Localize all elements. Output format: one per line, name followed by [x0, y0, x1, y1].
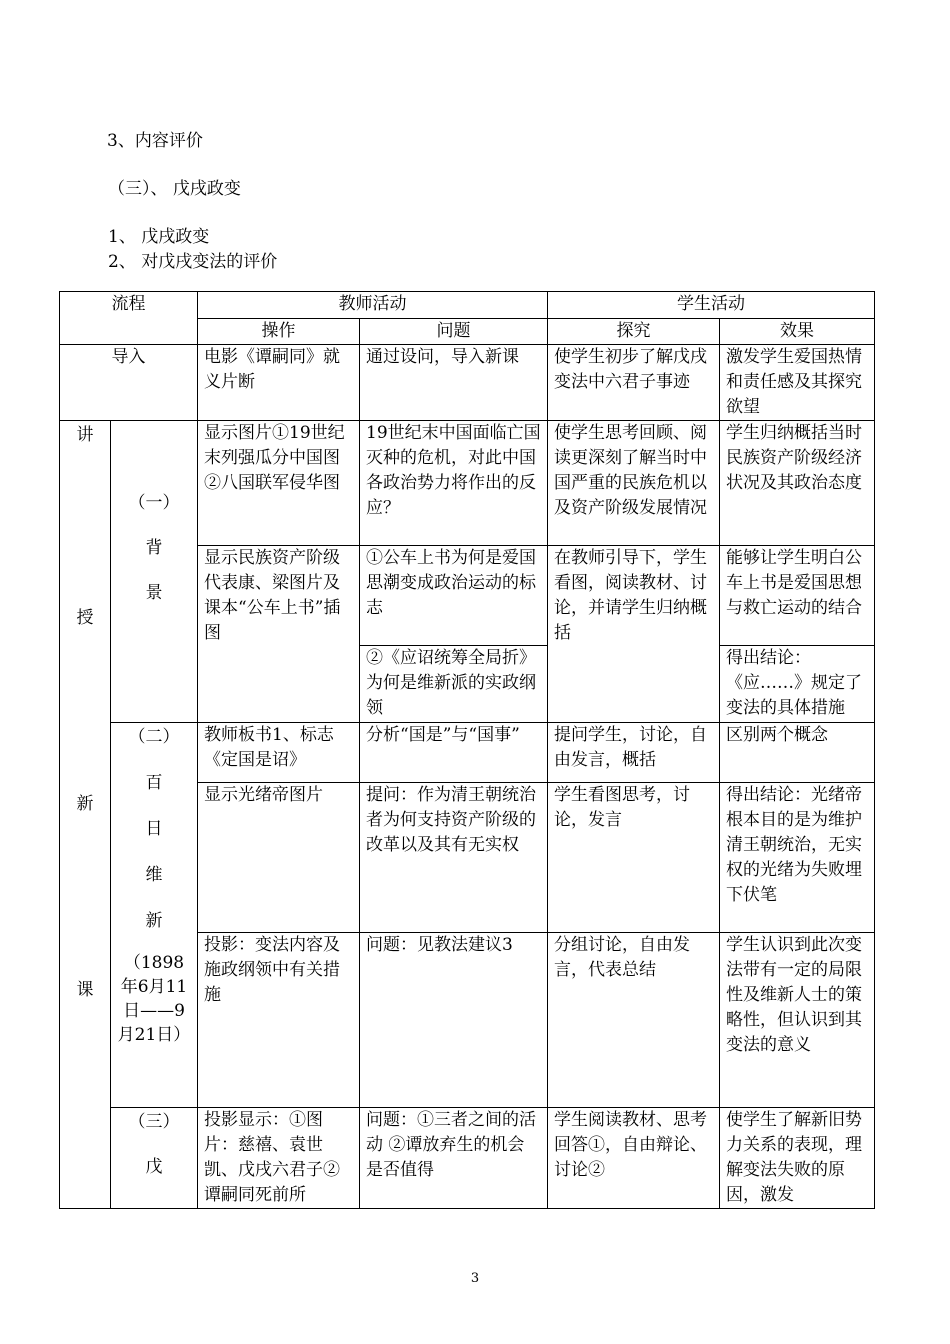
table-cell: 显示光绪帝图片 — [198, 783, 360, 933]
list-item: 1、 戊戌政变 — [108, 227, 210, 247]
table-cell: 显示图片①19世纪末列强瓜分中国图②八国联军侵华图 — [198, 421, 360, 546]
table-cell: 电影《谭嗣同》就义片断 — [198, 345, 360, 421]
label-char: 背 — [145, 538, 163, 558]
table-cell: 学生认识到此次变法带有一定的局限性及维新人士的策略性，但认识到其变法的意义 — [720, 933, 875, 1108]
label-char: 授 — [76, 608, 94, 628]
header-process: 流程 — [60, 292, 198, 345]
label-char: 新 — [76, 794, 94, 814]
header-effect: 效果 — [720, 319, 875, 345]
label-date-range: （1898年6月11日——9月21日） — [117, 953, 191, 1045]
list-item: 2、 对戊戌变法的评价 — [108, 252, 278, 272]
section-background-label — [111, 421, 198, 723]
table-cell: 得出结论：《应……》规定了变法的具体措施 — [720, 646, 875, 723]
table-cell: 19世纪末中国面临亡国灭种的危机，对此中国各政治势力将作出的反应？ — [360, 421, 548, 546]
intro-label: 导入 — [60, 345, 198, 421]
section-hundred-days-label — [111, 723, 198, 1108]
label-char: 戊 — [145, 1157, 163, 1177]
header-explore: 探究 — [548, 319, 720, 345]
header-question: 问题 — [360, 319, 548, 345]
table-cell: ②《应诏统筹全局折》为何是维新派的实政纲领 — [360, 646, 548, 723]
table-cell: 得出结论：光绪帝根本目的是为维护清王朝统治，无实权的光绪为失败埋下伏笔 — [720, 783, 875, 933]
label-char: （一） — [128, 493, 180, 513]
table-cell: 学生归纳概括当时民族资产阶级经济状况及其政治态度 — [720, 421, 875, 546]
table-cell: 投影：变法内容及施政纲领中有关措施 — [198, 933, 360, 1108]
label-char: 新 — [145, 911, 163, 931]
header-teacher: 教师活动 — [198, 292, 548, 319]
table-cell: 提问学生，讨论，自由发言，概括 — [548, 723, 720, 783]
table-cell: 通过设问，导入新课 — [360, 345, 548, 421]
section-coup-label — [111, 1108, 198, 1209]
table-cell: 投影显示：①图片：慈禧、袁世凯、戊戌六君子②谭嗣同死前所 — [198, 1108, 360, 1209]
label-char: （三） — [128, 1112, 180, 1132]
table-cell: ①公车上书为何是爱国思潮变成政治运动的标志 — [360, 546, 548, 646]
header-operation: 操作 — [198, 319, 360, 345]
table-cell: 区别两个概念 — [720, 723, 875, 783]
label-char: （二） — [128, 727, 180, 747]
section-heading: （三）、 戊戌政变 — [108, 179, 241, 199]
table-cell: 问题：见教法建议3 — [360, 933, 548, 1108]
table-cell: 能够让学生明白公车上书是爱国思想与救亡运动的结合 — [720, 546, 875, 646]
table-cell: 激发学生爱国热情和责任感及其探究欲望 — [720, 345, 875, 421]
table-cell: 使学生了解新旧势力关系的表现，理解变法失败的原因，激发 — [720, 1108, 875, 1209]
content-evaluation-line: 3、内容评价 — [107, 131, 203, 151]
table-cell: 学生阅读教材、思考回答①，自由辩论、讨论② — [548, 1108, 720, 1209]
table-cell: 分析“国是”与“国事” — [360, 723, 548, 783]
table-cell: 分组讨论，自由发言，代表总结 — [548, 933, 720, 1108]
table-cell: 问题：①三者之间的活动 ②谭放弃生的机会是否值得 — [360, 1108, 548, 1209]
table-cell: 显示民族资产阶级代表康、梁图片及课本“公车上书”插图 — [198, 546, 360, 723]
table-cell: 使学生思考回顾、阅读更深刻了解当时中国严重的民族危机以及资产阶级发展情况 — [548, 421, 720, 546]
table-cell: 使学生初步了解戊戌变法中六君子事迹 — [548, 345, 720, 421]
label-char: 课 — [76, 980, 94, 1000]
label-char: 景 — [145, 583, 163, 603]
label-char: 维 — [145, 865, 163, 885]
teach-new-lesson-label — [60, 421, 111, 1209]
table-cell: 提问：作为清王朝统治者为何支持资产阶级的改革以及其有无实权 — [360, 783, 548, 933]
label-char: 日 — [145, 819, 163, 839]
header-student: 学生活动 — [548, 292, 875, 319]
page-number: 3 — [470, 1271, 480, 1286]
lesson-plan-table — [59, 291, 875, 1209]
table-cell: 学生看图思考，讨论，发言 — [548, 783, 720, 933]
label-char: 讲 — [76, 425, 94, 445]
label-char: 百 — [145, 773, 163, 793]
table-cell: 教师板书1、标志《定国是诏》 — [198, 723, 360, 783]
table-cell: 在教师引导下，学生看图，阅读教材、讨论，并请学生归纳概括 — [548, 546, 720, 723]
